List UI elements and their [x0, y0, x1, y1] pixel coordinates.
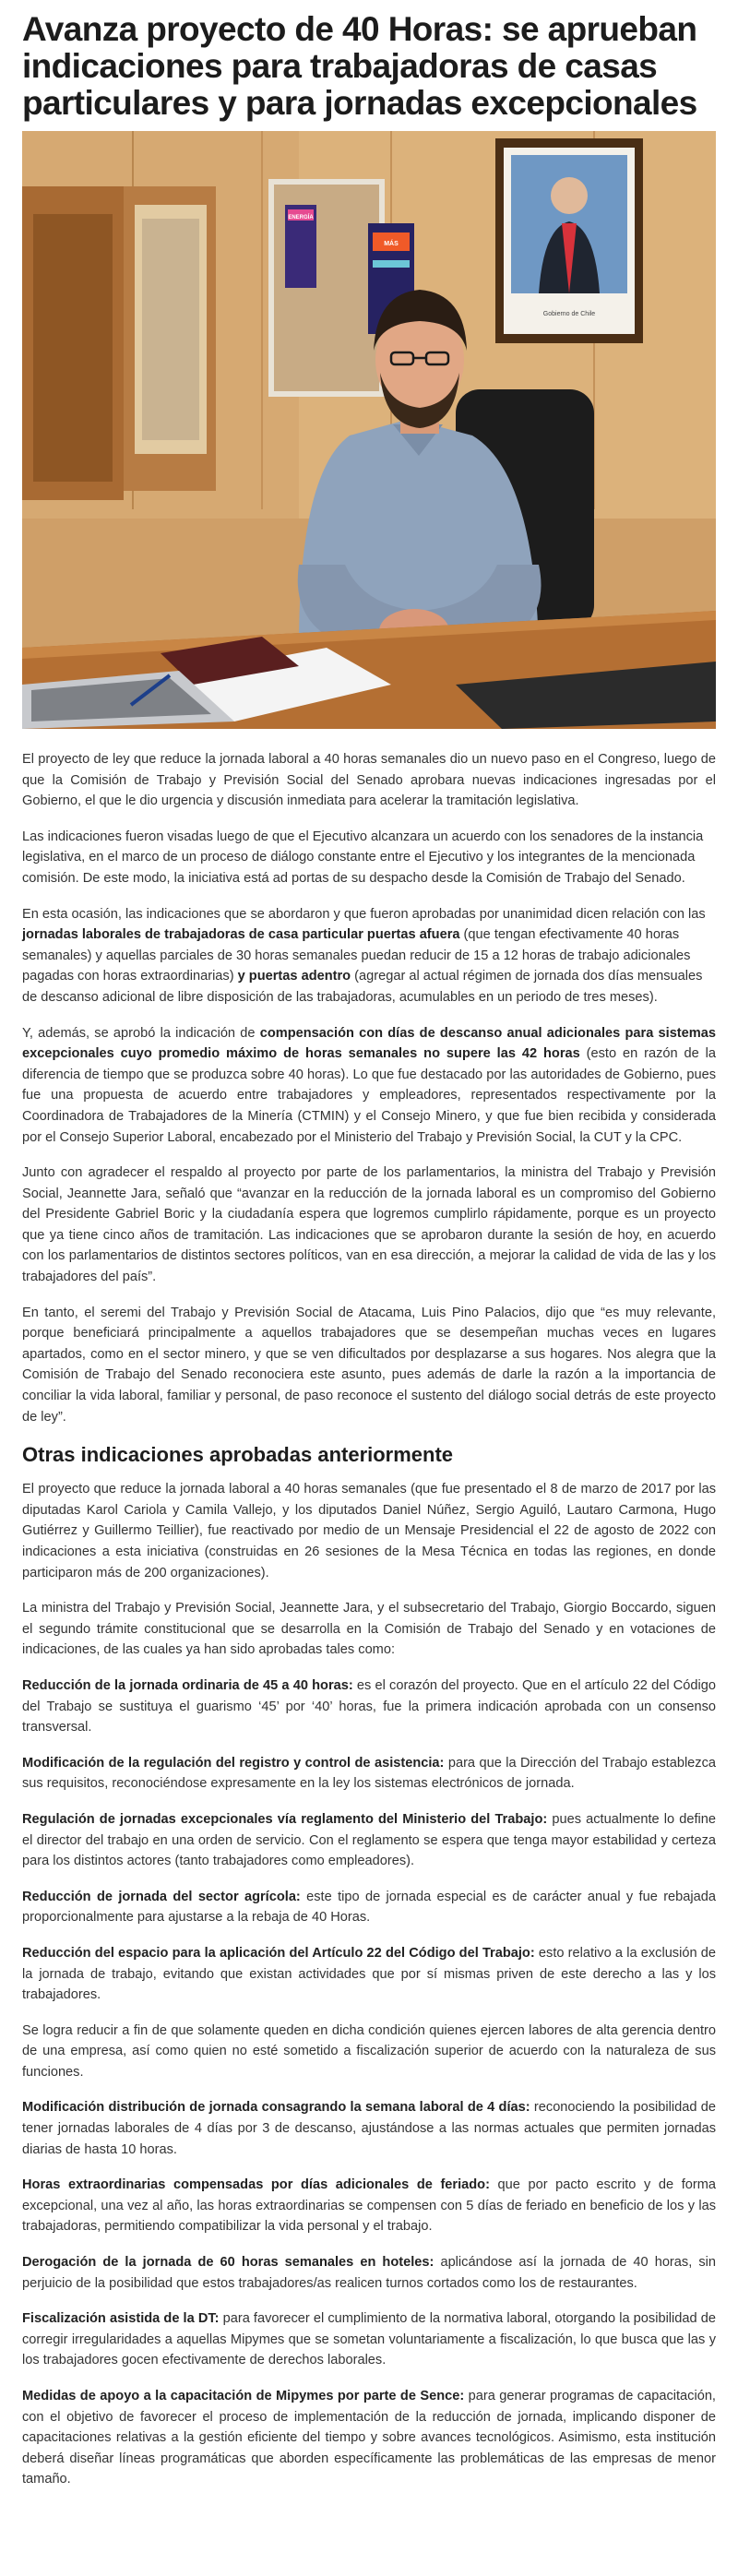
item-label: Modificación de la regulación del registro y control de asistencia:: [22, 1755, 445, 1771]
paragraph-bold: compensación con días de descanso anual adicionales para sistemas excepcionales cuyo promedio máximo de horas semanales no supere las 42 horas: [22, 1025, 716, 1062]
paragraph: [22, 904, 716, 1008]
paragraph: [22, 1023, 716, 1149]
paragraph-bold: y puertas adentro: [237, 969, 351, 984]
list-item: [22, 2386, 716, 2490]
list-item: [22, 2175, 716, 2237]
paragraph: La ministra del Trabajo y Previsión Social, Jeannette Jara, y el subsecretario del Trabajo, Giorgio Boccardo, siguen el segundo trámite constitucional que se desarrolla en la Comisión de Trabajo del Senado y en votaciones de indicaciones, de las cuales ya han sido aprobadas tales como:: [22, 1601, 716, 1658]
paragraph: El proyecto de ley que reduce la jornada laboral a 40 horas semanales dio un nuevo paso en el Congreso, luego de que la Comisión de Trabajo y Previsión Social del Senado aprobara nuevas indicaciones ingresadas por el Gobierno, el que le dio urgencia y discusión inmediata para acelerar la tramitación legislativa.: [22, 752, 716, 809]
list-item: [22, 1887, 716, 1928]
item-label: Fiscalización asistida de la DT:: [22, 2311, 220, 2327]
paragraph-text: (esto en razón de la diferencia de tiempo que se produzca sobre 40 horas). Lo que fue destacado por las autoridades de Gobierno, pues fue una propuesta de acuerdo entre trabajadores y empleadores, representados respectivamente por la Coordinadora de Trabajadores de la Minería (CTMIN) y el Consejo Minero, y que fue bien recibida y considerada por el Consejo Superior Laboral, encabezado por el Ministerio del Trabajo y Previsión Social, la CUT y la CPC.: [22, 1046, 716, 1145]
poster-right-title: MÁS: [384, 241, 399, 247]
paragraph-bold: jornadas laborales de trabajadoras de casa particular puertas afuera: [22, 927, 460, 943]
item-text: que por pacto escrito y de forma excepcional, una vez al año, las horas extraordinarias se compensen con 5 días de feriado en beneficio de los y las trabajadoras, permitiendo compatibilizar la vida personal y el trabajo.: [22, 2177, 716, 2235]
list-item: [22, 2021, 716, 2083]
list-item: [22, 1753, 716, 1795]
item-label: Derogación de la jornada de 60 horas semanales en hoteles:: [22, 2255, 434, 2271]
paragraph-text: (que tengan efectivamente 40 horas semanales) y aquellas parciales de 30 horas semanales puedan reducir de 15 a 12 horas de trabajo adicionales pagadas con horas extraordinarias): [22, 927, 691, 984]
article-body: [22, 749, 716, 2490]
list-item: [22, 2097, 716, 2160]
item-text: aplicándose así la jornada de 40 horas, sin perjuicio de la posibilidad que estos trabajadores/as realicen turnos cortados como los de restaurantes.: [22, 2255, 716, 2291]
paragraph: Junto con agradecer el respaldo al proyecto por parte de los parlamentarios, la ministra del Trabajo y Previsión Social, Jeannette Jara, señaló que “avanzar en la reducción de la jornada laboral es un compromiso del Gobierno del Presidente Gabriel Boric y la ciudadanía espera que logremos cumplirlo rápidamente, porque es un proyecto que ya tiene cinco años de tramitación. Las indicaciones que se aprobaron durante la sesión de hoy, en acuerdo con los parlamentarios de distintos sectores políticos, van en esa dirección, a mejorar la calidad de vida de las y los trabajadores del país”.: [22, 1165, 716, 1285]
item-text: esto relativo a la exclusión de la jornada de trabajo, evitando que existan actividades que por sí mismas priven de este derecho a las y los trabajadores.: [22, 1945, 716, 2003]
section-subheading: Otras indicaciones aprobadas anteriormente: [22, 1443, 454, 1467]
paragraph-text: Y, además, se aprobó la indicación de: [22, 1025, 260, 1041]
paragraph: En tanto, el seremi del Trabajo y Previsión Social de Atacama, Luis Pino Palacios, dijo que “es muy relevante, porque beneficiará principalmente a aquellos trabajadores que se desempeñan muchas veces en lugares apartados, como en el sector minero, y que se ven dificultados por desplazarse a sus hogares. Nos alegra que la Comisión de Trabajo del Senado reconociera este asunto, pues además de darle la razón a la importancia de conciliar la vida laboral, familiar y personal, de paso reconoce el sustento del diálogo social detrás de este proyecto de ley”.: [22, 1305, 716, 1425]
item-text: pues actualmente lo define el director del trabajo en una orden de servicio. Con el reglamento se espera que tenga mayor estabilidad y certeza para los distintos actores (tanto trabajadores como empleadores).: [22, 1811, 717, 1869]
item-text: para favorecer el cumplimiento de la normativa laboral, otorgando la posibilidad de corregir irregularidades a aquellas Mipymes que se sometan voluntariamente a fiscalización, lo que busca que las y los trabajadores gocen efectivamente de derechos laborales.: [22, 2311, 716, 2368]
item-label: Modificación distribución de jornada consagrando la semana laboral de 4 días:: [22, 2100, 530, 2116]
item-label: Regulación de jornadas excepcionales vía reglamento del Ministerio del Trabajo:: [22, 1811, 548, 1827]
paragraph: Las indicaciones fueron visadas luego de que el Ejecutivo alcanzara un acuerdo con los senadores de la instancia legislativa, en el marco de un proceso de diálogo constante entre el Ejecutivo y los integrantes de la mencionada comisión. De este modo, la iniciativa está ad portas de su despacho desde la Comisión de Trabajo del Senado.: [22, 829, 704, 886]
item-label: Medidas de apoyo a la capacitación de Mipymes por parte de Sence:: [22, 2389, 465, 2403]
item-text: este tipo de jornada especial es de carácter anual y fue rebajada proporcionalmente para ajustarse a la rebaja de 40 Horas.: [22, 1889, 716, 1926]
list-item: [22, 1809, 716, 1872]
item-text: reconociendo la posibilidad de tener jornadas laborales de 4 días por 3 de descanso, ajustándose a las normas actuales que permiten jornadas diarias de hasta 10 horas.: [22, 2100, 716, 2157]
article-photo: [22, 131, 716, 729]
list-item: [22, 1676, 716, 1738]
list-item: [22, 1943, 716, 2006]
list-item: [22, 2308, 716, 2371]
item-text: es el corazón del proyecto. Que en el artículo 22 del Código del Trabajo se sustituya el guarismo ‘45’ por ‘40’ horas, fue la primera indicación aprobada con un consenso transversal.: [22, 1677, 716, 1735]
item-label: Horas extraordinarias compensadas por días adicionales de feriado:: [22, 2177, 490, 2193]
item-label: Reducción de la jornada ordinaria de 45 a 40 horas:: [22, 1677, 353, 1693]
list-item: [22, 2252, 716, 2294]
portrait-caption: Gobierno de Chile: [542, 311, 596, 317]
item-text: para que la Dirección del Trabajo establezca sus requisitos, reconociéndose expresamente en la ley los sistemas electrónicos de jornada.: [22, 1755, 717, 1792]
item-label: Reducción del espacio para la aplicación del Artículo 22 del Código del Trabajo:: [22, 1945, 535, 1961]
article: [22, 0, 716, 2490]
paragraph-text: (agregar al actual régimen de jornada dos días mensuales de descanso adicional de libre disposición de las trabajadoras, acumulables en un periodo de tres meses).: [22, 969, 703, 1005]
poster-left-title: ENERGÍA: [288, 215, 314, 221]
item-label: Reducción de jornada del sector agrícola:: [22, 1889, 301, 1904]
article-title: Avanza proyecto de 40 Horas: se aprueban indicaciones para trabajadoras de casas particulares y para jornadas excepcionales: [22, 10, 697, 122]
item-text: Se logra reducir a fin de que solamente queden en dicha condición quienes ejercen labores de alta gerencia dentro de una empresa, así como quien no esté sometido a fiscalización superior de acuerdo con la naturaleza de sus funciones.: [22, 2022, 716, 2080]
item-text: para generar programas de capacitación, con el objetivo de favorecer el proceso de implementación de la reducción de jornada, implicando disponer de capacitaciones relativas a la gestión eficiente del tiempo y sobre avances tecnológicos. Asimismo, esta institución deberá diseñar líneas programáticas que aborden específicamente las problemáticas de las empresas de menor tamaño.: [22, 2389, 716, 2487]
paragraph: El proyecto que reduce la jornada laboral a 40 horas semanales (que fue presentado el 8 de marzo de 2017 por las diputadas Karol Cariola y Camila Vallejo, y los diputados Daniel Núñez, Sergio Aguiló, Lautaro Carmona, Hugo Gutiérrez y Guillermo Teillier), fue reactivado por medio de un Mensaje Presidencial el 22 de agosto de 2022 con indicaciones a esta iniciativa (construidas en 26 sesiones de la Mesa Técnica en todas las regiones, en donde participaron más de 200 organizaciones).: [22, 1482, 716, 1580]
paragraph-text: En esta ocasión, las indicaciones que se abordaron y que fueron aprobadas por unanimidad dicen relación con las: [22, 906, 706, 922]
